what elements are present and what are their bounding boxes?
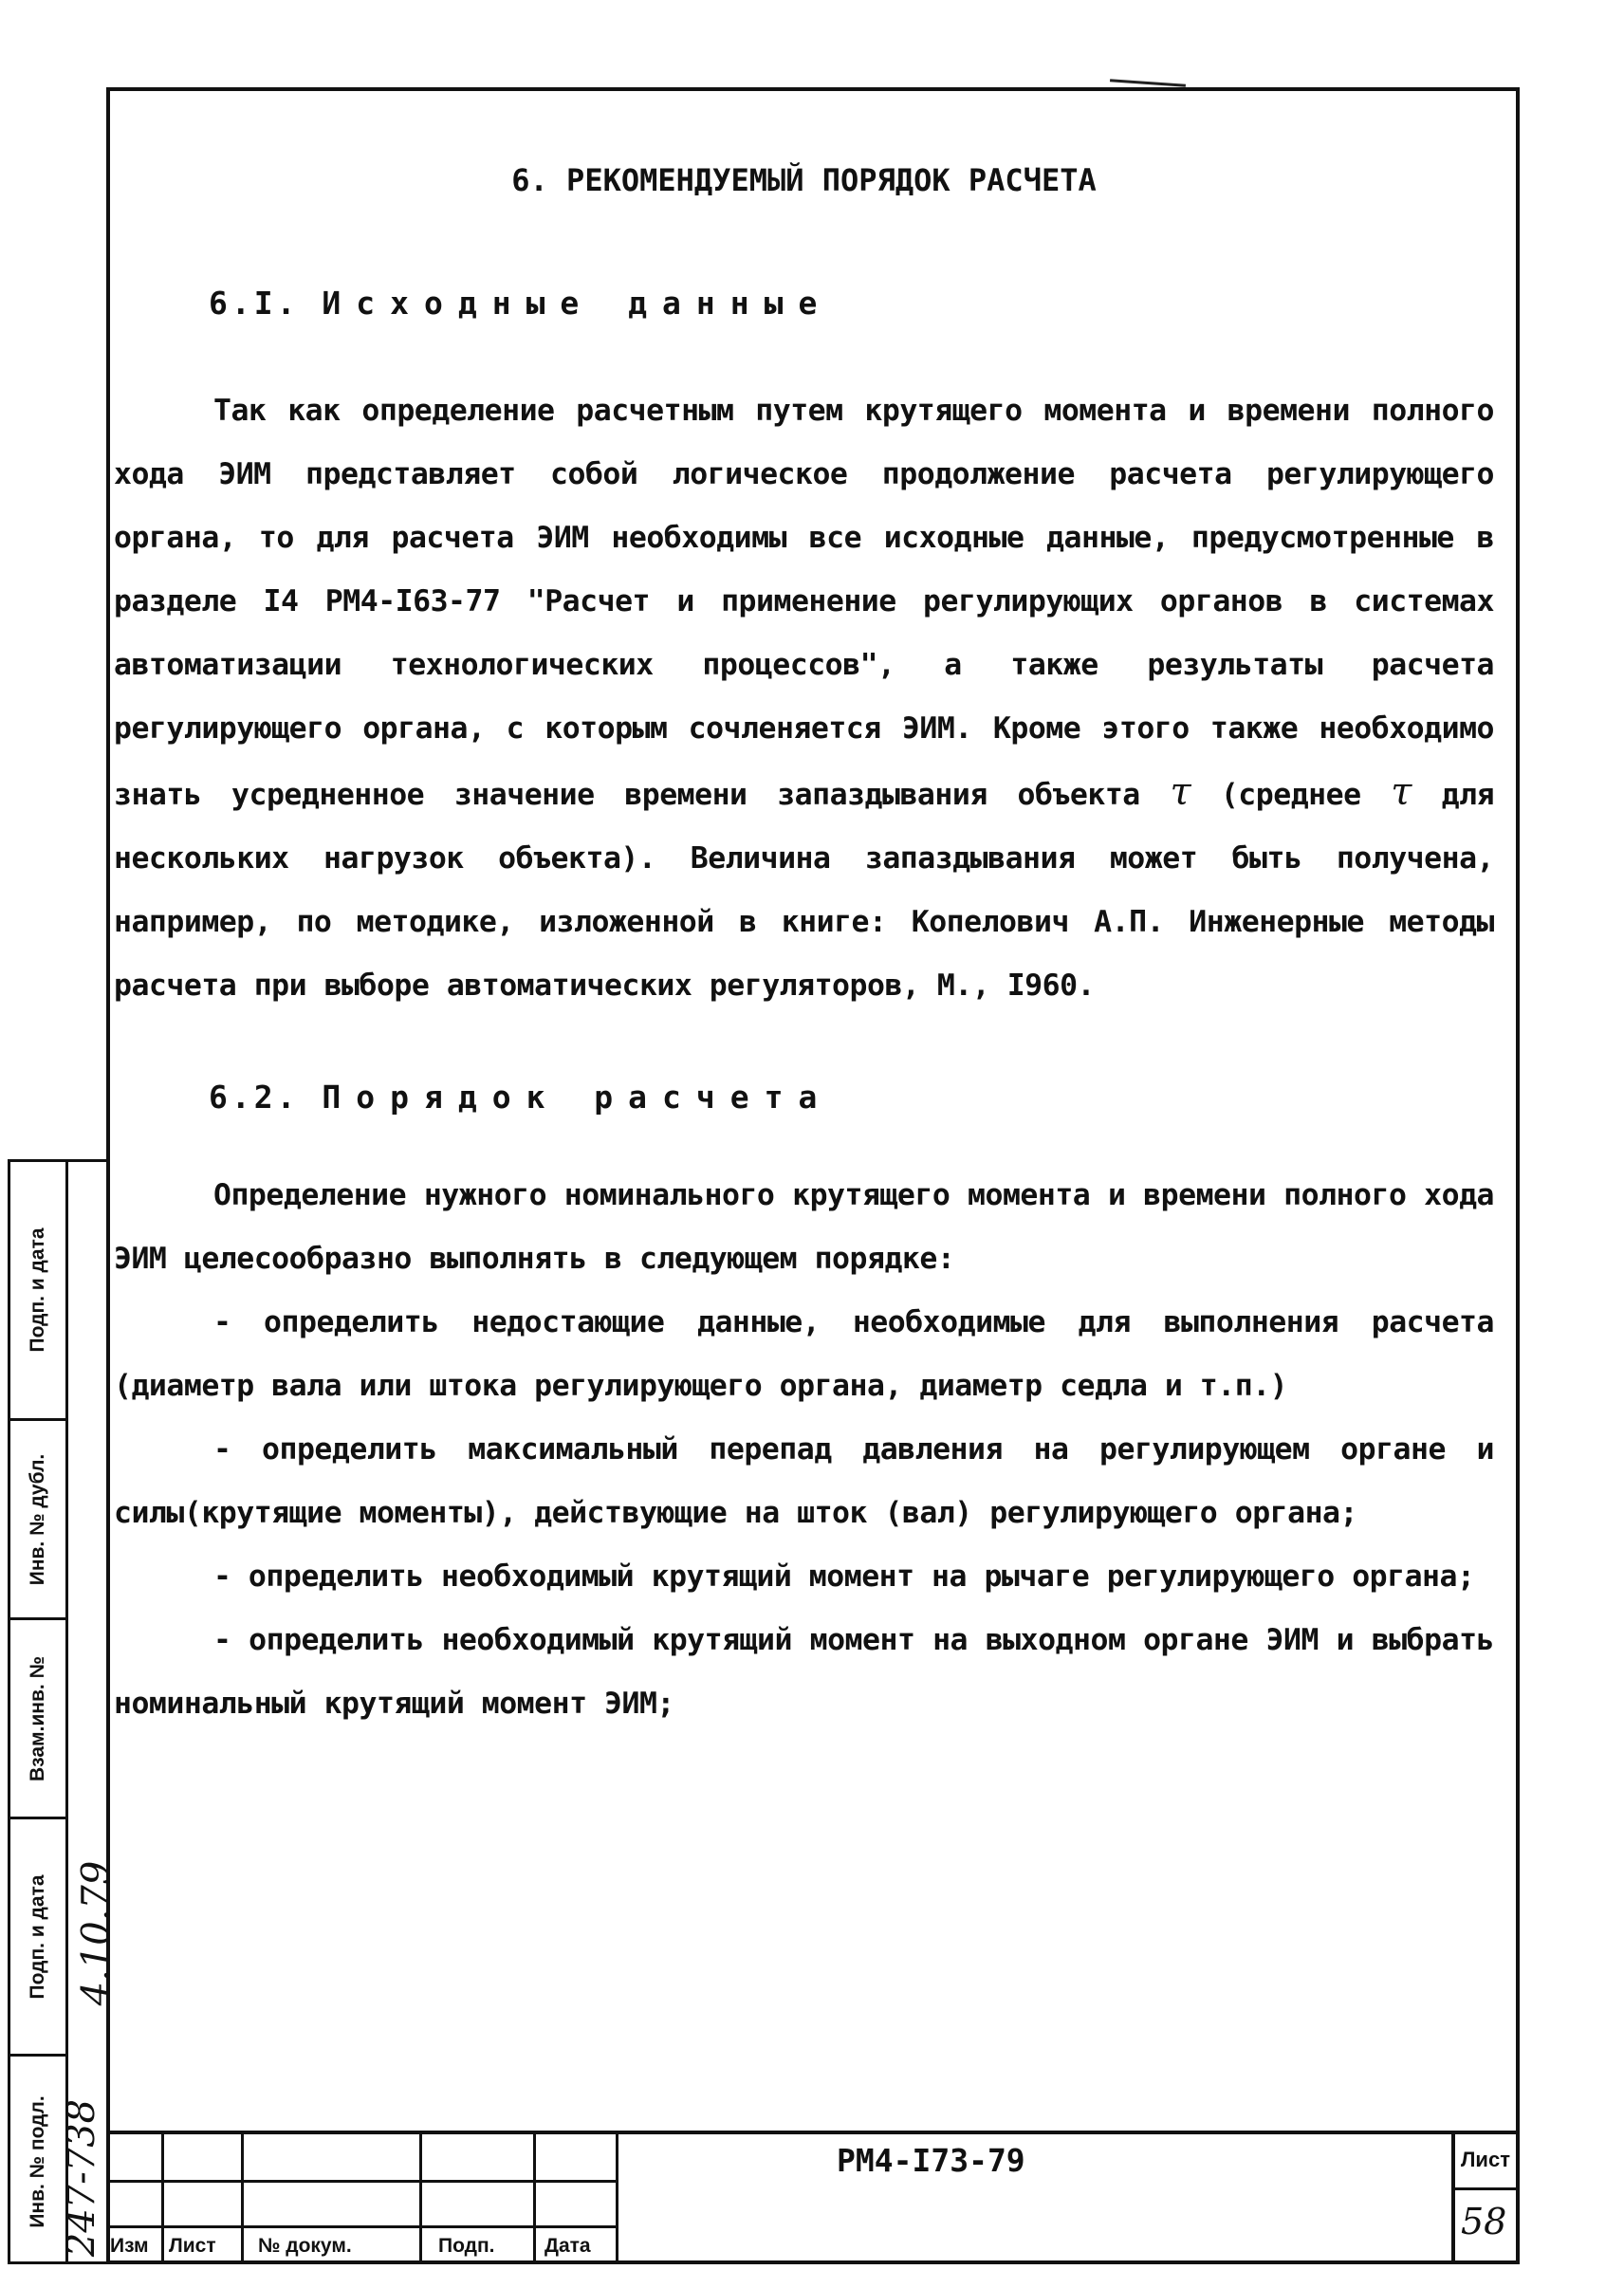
side-stamp-cell [10,2054,65,2267]
paragraph-1-part-1: Так как определение расчетным путем крутящего момента и времени полного хода ЭИМ представляет собой логическое продолжение расчета регулирующего органа, то для расчета ЭИМ необходимы все исходные данные, предусмотренные в разделе I4 РМ4-I63-77 "Расчет и применение регулирующих органов в системах автоматизации технологических процессов", а также результаты расчета регулирующего органа, с которым сочленяется ЭИМ. Кроме этого также необходимо знать усредненное значение времени запаздывания объекта [114,394,1494,812]
paragraph-1-part-3: для нескольких нагрузок объекта). Величина запаздывания может быть получена, например, по методике, изложенной в книге: Копелович А.П. Инженерные методы расчета при выборе автоматических регуляторов, М., I960. [114,778,1495,1003]
stamp-label-change: Изм [110,2235,149,2257]
list-item: - определить недостающие данные, необходимые для выполнения расчета (диаметр вала или штока регулирующего органа, диаметр седла и т.п.) [114,1305,1494,1403]
side-stamp-cell [10,1817,65,2054]
tau-symbol-average: τ [1391,770,1412,814]
side-stamp-cell [10,1617,65,1817]
subsection-1-title: Исходные данные [322,285,833,322]
top-pen-mark [1110,79,1186,87]
paragraph-1-part-2: (среднее [1220,778,1361,812]
stamp-label-document: № докум. [258,2235,352,2257]
side-stamp-label: Взам.инв. № [27,1655,48,1781]
revision-table [106,2134,618,2264]
paragraph-procedure-intro: Определение нужного номинального крутящего момента и времени полного хода ЭИМ целесообразно выполнять в следующем порядке: [114,1178,1494,1276]
tau-symbol: τ [1170,770,1191,814]
list-item: - определить необходимый крутящий момент на выходном органе ЭИМ и выбрать номинальный крутящий момент ЭИМ; [114,1623,1494,1721]
subsection-2-number: 6.2. [209,1079,300,1116]
paragraph-initial-data [114,379,1494,1018]
bottom-stamp [106,2131,1520,2264]
subsection-2-title: Порядок расчета [322,1079,833,1116]
side-stamp-label: Подп. и дата [27,1873,48,2000]
stamp-label-sheet: Лист [169,2235,216,2257]
subsection-1-number: 6.I. [209,285,300,322]
list-item: - определить максимальный перепад давления на регулирующем органе и силы(крутящие моменты), действующие на шток (вал) регулирующего органа; [114,1432,1494,1530]
side-stamp-label: Подп. и дата [27,1227,48,1353]
sheet-label: Лист [1461,2148,1510,2171]
side-stamp-cell [10,1162,65,1418]
subsection-2-heading [114,1069,1494,1126]
list-item: - определить необходимый крутящий момент на рычаге регулирующего органа; [213,1559,1475,1594]
handwritten-inventory-number: 247-738 [60,2098,104,2258]
side-stamp-label: Инв. № дубл. [27,1453,48,1585]
sheet-number-box [1451,2134,1520,2264]
document-body [114,152,1494,1736]
document-code: РМ4-I73-79 [837,2142,1025,2179]
side-stamp [8,1159,119,2264]
stamp-label-date: Дата [544,2235,591,2257]
sheet-number: 58 [1461,2201,1507,2242]
side-stamp-label: Инв. № подл. [27,2095,48,2228]
stamp-label-signature: Подп. [438,2235,495,2257]
section-title: 6. РЕКОМЕНДУЕМЫЙ ПОРЯДОК РАСЧЕТА [511,162,1097,198]
subsection-1-heading [114,275,1494,332]
handwritten-date: 4.10.79 [74,1860,119,2006]
side-stamp-cell [10,1418,65,1617]
